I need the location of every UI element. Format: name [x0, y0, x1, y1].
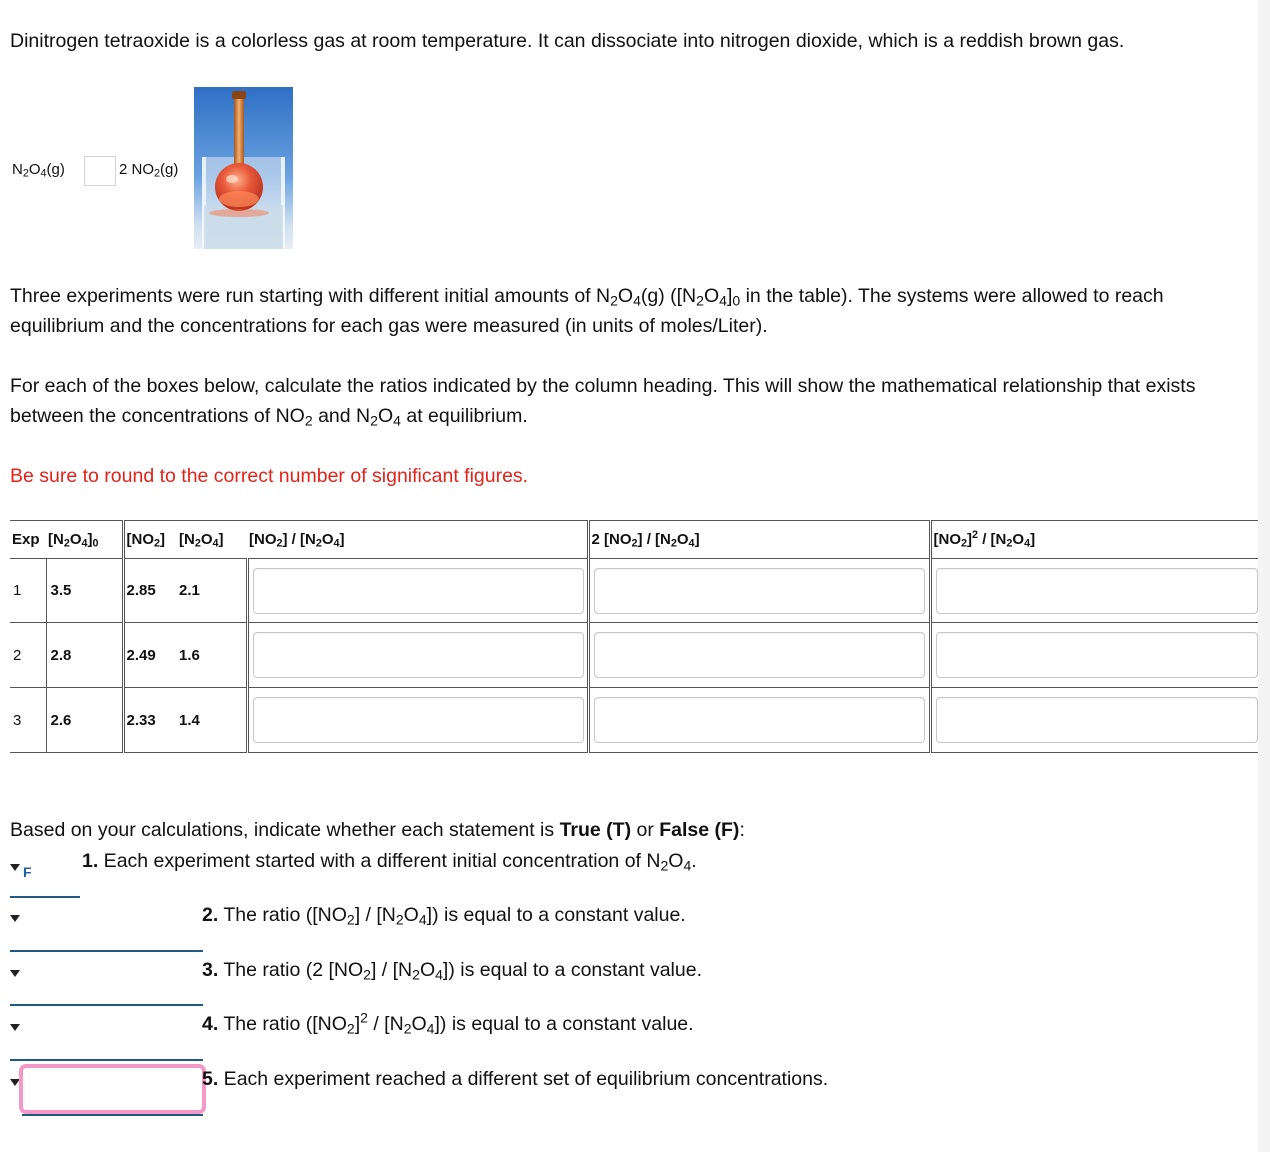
statement-3-text: 3. The ratio (2 $[NO_2] / [N_2O_4]$) is equal to a constant value. [202, 959, 702, 983]
questions-intro: Based on your calculations, indicate whether each statement is True (T) or False (F): [10, 819, 745, 841]
n2o4-value: 2.1 [177, 559, 247, 623]
table-row [10, 688, 1258, 753]
flask-illustration [194, 87, 293, 249]
dropdown-arrow-icon [10, 1024, 20, 1031]
ratio-1-input-exp-3[interactable] [253, 697, 584, 743]
n2o4-value: 1.6 [177, 623, 247, 688]
ratio-3-cell [930, 559, 1258, 623]
header-ratio-1: $[NO_2] / [N_2O_4]$ [247, 521, 588, 559]
experiment-table [10, 520, 1258, 753]
initial-n2o4-value: 2.8 [46, 623, 123, 688]
n2o4-value: 1.4 [177, 688, 247, 753]
no2-value: 2.85 [123, 559, 177, 623]
ratio-2-input-exp-3[interactable] [594, 697, 925, 743]
ratio-3-input-exp-2[interactable] [936, 632, 1258, 678]
equilibrium-arrow-image [84, 156, 116, 186]
ratio-3-input-exp-1[interactable] [936, 568, 1258, 614]
ratio-3-cell [930, 623, 1258, 688]
exp-number: 3 [10, 688, 46, 753]
instructions-paragraph: For each of the boxes below, calculate the ratios indicated by the column heading. This will show the mathematical relationship that exists between the concentrations of $NO_2$ and $N_2O_4$ at equilibrium. [10, 375, 1196, 429]
table-row [10, 559, 1258, 623]
dropdown-arrow-icon [10, 864, 20, 871]
no2-value: 2.33 [123, 688, 177, 753]
header-no2: $[NO_2]$ [123, 521, 177, 559]
statement-4-answer-line [10, 1059, 203, 1061]
header-initial-n2o4: $[N_2O_4]_0$ [46, 521, 123, 559]
ratio-2-cell [588, 559, 930, 623]
statement-4-text: 4. The ratio $([NO_2]^2 / [N_2O_4])$ is equal to a constant value. [202, 1009, 694, 1037]
ratio-1-cell [247, 688, 588, 753]
experiments-paragraph: Three experiments were run starting with different initial amounts of $N_2O_4(g)$ ($[N_2O_4]_0$ in the table). The systems were allowed to reach equilibrium and the concentrations for each gas were measured (in units of moles/Liter). [10, 285, 1164, 337]
ratio-2-input-exp-2[interactable] [594, 632, 925, 678]
statement-2-answer-line [10, 950, 203, 952]
header-ratio-3: $[NO_2]^2 / [N_2O_4]$ [930, 521, 1258, 559]
scrollbar[interactable] [1258, 0, 1270, 1152]
dropdown-arrow-icon [10, 970, 20, 977]
statement-5-text: 5. Each experiment reached a different set of equilibrium concentrations. [202, 1068, 829, 1090]
header-exp: Exp [10, 521, 46, 559]
ratio-2-cell [588, 623, 930, 688]
ratio-1-cell [247, 559, 588, 623]
statement-1-text: 1. Each experiment started with a different initial concentration of $N_2O_4$. [82, 850, 697, 874]
flask-photo [194, 87, 293, 249]
table-header-row [10, 521, 1258, 559]
ratio-1-cell [247, 623, 588, 688]
header-ratio-2: 2 $[NO_2] / [N_2O_4]$ [588, 521, 930, 559]
no2-value: 2.49 [123, 623, 177, 688]
dropdown-selected-value: F [23, 864, 32, 880]
statement-3-answer-line [10, 1004, 203, 1006]
statement-5-answer-line [22, 1114, 203, 1116]
statement-5-focused-select[interactable] [19, 1064, 206, 1114]
sigfig-warning: Be sure to round to the correct number of significant figures. [10, 465, 529, 487]
statement-2-text: 2. The ratio $([NO_2] / [N_2O_4])$ is equal to a constant value. [202, 904, 686, 928]
header-n2o4: $[N_2O_4]$ [177, 521, 247, 559]
ratio-2-cell [588, 688, 930, 753]
intro-paragraph: Dinitrogen tetraoxide is a colorless gas at room temperature. It can dissociate into nitrogen dioxide, which is a reddish brown gas. [10, 30, 1125, 52]
table-row [10, 623, 1258, 688]
exp-number: 1 [10, 559, 46, 623]
reactant-formula: $N_2O_4(g)$ [12, 161, 65, 180]
ratio-3-cell [930, 688, 1258, 753]
statement-1-answer-line [10, 896, 80, 898]
dropdown-arrow-icon [10, 915, 20, 922]
ratio-1-input-exp-1[interactable] [253, 568, 584, 614]
initial-n2o4-value: 3.5 [46, 559, 123, 623]
ratio-3-input-exp-3[interactable] [936, 697, 1258, 743]
exp-number: 2 [10, 623, 46, 688]
ratio-2-input-exp-1[interactable] [594, 568, 925, 614]
ratio-1-input-exp-2[interactable] [253, 632, 584, 678]
product-formula: 2 $NO_2(g)$ [119, 161, 179, 180]
initial-n2o4-value: 2.6 [46, 688, 123, 753]
